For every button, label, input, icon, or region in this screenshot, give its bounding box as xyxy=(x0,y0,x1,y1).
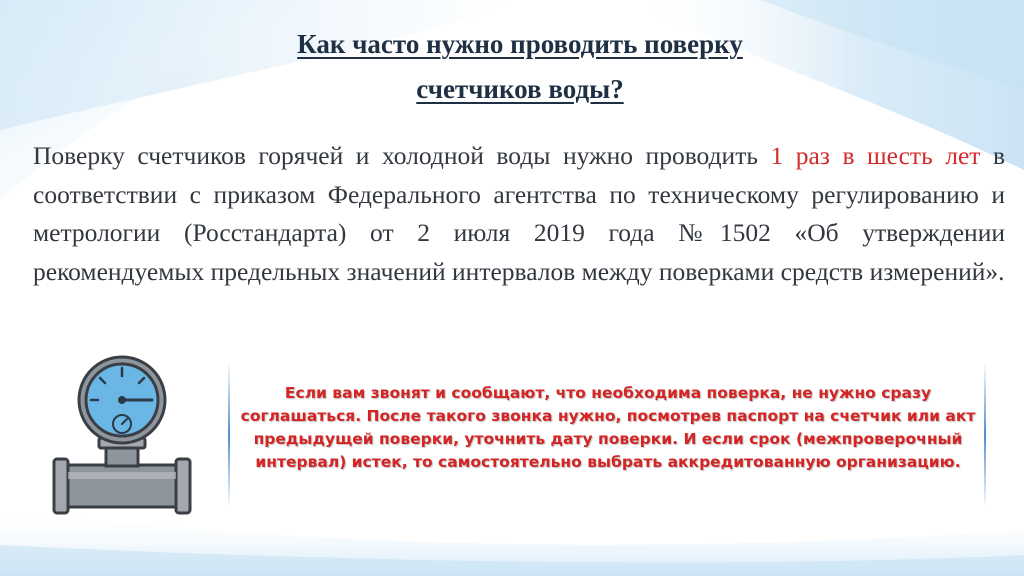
water-meter-gauge-icon xyxy=(52,352,192,527)
slide-title-line-1: Как часто нужно проводить поверку xyxy=(297,29,743,59)
warning-notice xyxy=(228,364,986,506)
body-paragraph xyxy=(33,137,1005,291)
notice-left-divider xyxy=(228,364,230,506)
slide-title-line-2: счетчиков воды? xyxy=(416,74,624,104)
warning-notice-text: Если вам звонят и сообщают, что необходима поверка, не нужно сразу соглашаться. После такого звонка нужно, посмотрев паспорт на счетчик или акт предыдущей поверки, уточнить дату поверки. И если срок (межпроверочный интервал) истек, то самостоятельно выбрать аккредитованную организацию. xyxy=(240,384,976,471)
notice-right-divider xyxy=(984,364,986,506)
slide-title xyxy=(170,22,870,112)
body-highlight-frequency: 1 раз в шесть лет xyxy=(770,141,981,170)
body-text-start: Поверку счетчиков горячей и холодной воды нужно проводить xyxy=(33,141,771,170)
body-text-end: в соответствии с приказом Федерального агентства по техническому регулированию и метрологии (Росстандарта) от 2 июля 2019 года №1502 «Об утверждении рекомендуемых предельных значений интервалов между поверками средств измерений». xyxy=(33,141,1005,286)
